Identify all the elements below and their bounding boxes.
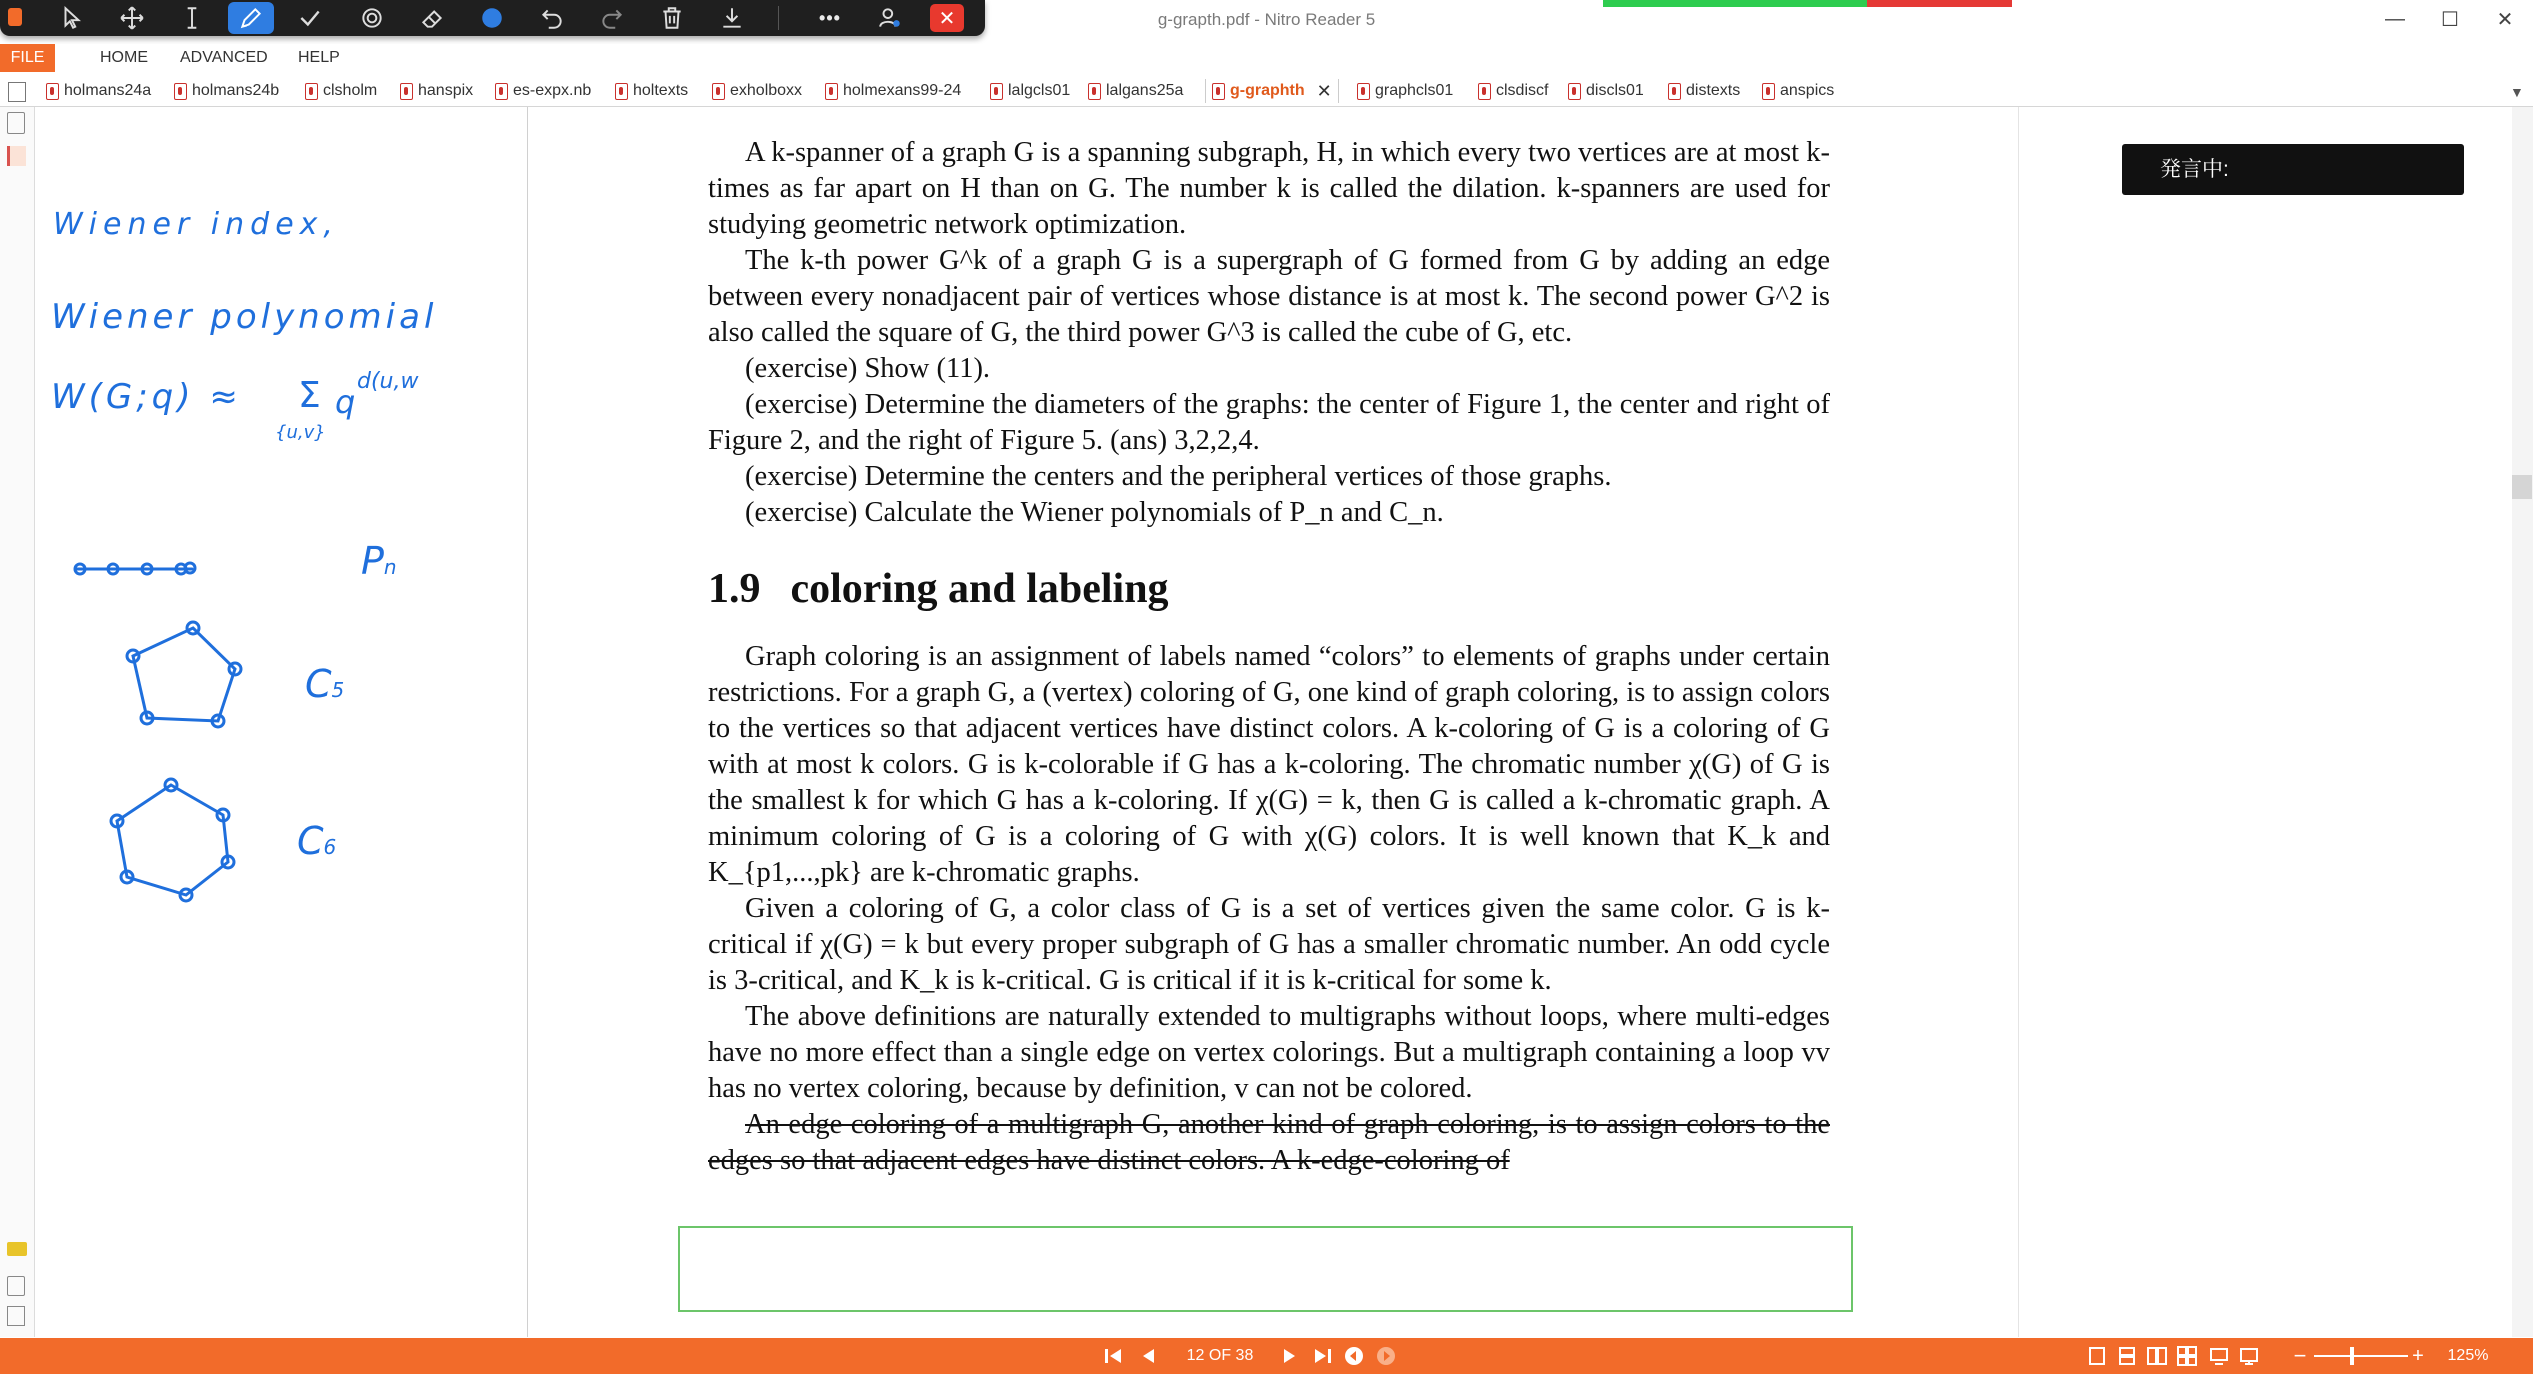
pdf-icon	[46, 83, 59, 100]
zoom-slider-thumb[interactable]	[2350, 1347, 2354, 1365]
forward-view-icon[interactable]	[1372, 1338, 1400, 1374]
pdf-icon	[825, 83, 838, 100]
toolbar-divider	[778, 6, 779, 30]
ink-label-pn: Pn	[361, 539, 397, 583]
window-title: g-grapth.pdf - Nitro Reader 5	[1157, 10, 1376, 29]
close-window-button[interactable]: ✕	[2496, 8, 2514, 31]
next-page-icon[interactable]	[1276, 1338, 1304, 1374]
check-icon[interactable]	[288, 0, 332, 36]
page-indicator[interactable]: 12 OF 38	[1186, 1347, 1254, 1364]
eraser-icon[interactable]	[410, 0, 454, 36]
tab-clsholm[interactable]: clsholm	[305, 79, 377, 103]
pdf-icon	[615, 83, 628, 100]
menu-bar	[0, 44, 2533, 72]
last-page-icon[interactable]	[1308, 1338, 1336, 1374]
pdf-icon	[1088, 83, 1101, 100]
tab-holmans24a[interactable]: holmans24a	[46, 79, 151, 103]
pdf-icon	[1212, 83, 1225, 100]
tab-discls01[interactable]: discls01	[1568, 79, 1644, 103]
attachments-icon[interactable]	[7, 1276, 25, 1296]
minimize-button[interactable]: —	[2385, 7, 2405, 30]
facing-continuous-view-icon[interactable]	[2174, 1338, 2200, 1374]
back-view-icon[interactable]	[1340, 1338, 1368, 1374]
audio-meter-red	[1867, 0, 2012, 7]
paragraph-exercise-wiener: (exercise) Calculate the Wiener polynomials of P_n and C_n.	[745, 497, 1444, 528]
paragraph-k-th-power: The k-th power G^k of a graph G is a supergraph of G formed from G by adding an edge between every nonadjacent pair of vertices whose distance is at most k. The second power G^2 is also called the square of G, the third power G^3 is called the cube of G, etc.	[708, 245, 1830, 348]
pdf-icon	[1668, 83, 1681, 100]
pdf-icon	[712, 83, 725, 100]
pdf-icon	[1357, 83, 1370, 100]
tab-g-graphth[interactable]: g-graphth ✕	[1205, 79, 1339, 103]
color-dot-icon[interactable]	[470, 0, 514, 36]
tab-exholboxx[interactable]: exholboxx	[712, 79, 802, 103]
ink-drawing	[35, 107, 527, 1337]
text-cursor-icon[interactable]	[170, 0, 214, 36]
ink-notes-panel	[35, 107, 528, 1337]
ink-sigma: Σ	[298, 375, 321, 416]
pdf-icon	[305, 83, 318, 100]
tab-hanspix[interactable]: hanspix	[400, 79, 473, 103]
menu-file[interactable]: FILE	[0, 44, 55, 72]
app-logo-icon	[8, 8, 22, 26]
paragraph-exercise-centers: (exercise) Determine the centers and the peripheral vertices of those graphs.	[745, 461, 1612, 492]
paragraph-exercise-show: (exercise) Show (11).	[745, 353, 991, 384]
zoom-out-button[interactable]: −	[2293, 1343, 2307, 1368]
paragraph-k-spanner: A k-spanner of a graph G is a spanning subgraph, H, in which every two vertices are at most k-times as far apart on H than on G. The number k is called the dilation. k-spanners are used for studying geometric network optimization.	[708, 137, 1830, 240]
pdf-icon	[1568, 83, 1581, 100]
tab-holmexans99-24[interactable]: holmexans99-24	[825, 79, 961, 103]
right-margin	[2018, 107, 2514, 1337]
zoom-in-button[interactable]: +	[2412, 1344, 2424, 1367]
pdf-icon	[174, 83, 187, 100]
tab-lalgcls01[interactable]: lalgcls01	[990, 79, 1070, 103]
comments-icon[interactable]	[7, 1242, 27, 1256]
trash-icon[interactable]	[650, 0, 694, 36]
pdf-page	[528, 107, 2018, 1337]
ink-formula-sub: {u,v}	[275, 422, 326, 443]
continuous-view-icon[interactable]	[2114, 1338, 2140, 1374]
menu-advanced[interactable]: ADVANCED	[180, 49, 268, 66]
zoom-slider-track[interactable]	[2314, 1355, 2408, 1357]
download-icon[interactable]	[710, 0, 754, 36]
pdf-icon	[1478, 83, 1491, 100]
scrollbar-thumb[interactable]	[2512, 475, 2532, 499]
pen-icon[interactable]	[228, 2, 274, 34]
first-page-icon[interactable]	[1100, 1338, 1128, 1374]
ink-text-wiener-polynomial: Wiener polynomial	[51, 297, 438, 337]
facing-view-icon[interactable]	[2144, 1338, 2170, 1374]
person-settings-icon[interactable]	[868, 0, 912, 36]
audio-meter-green	[1603, 0, 1867, 7]
tab-anspics[interactable]: anspics	[1762, 79, 1834, 103]
pdf-icon	[495, 83, 508, 100]
ink-formula-sup: d(u,w	[357, 369, 419, 394]
single-page-view-icon[interactable]	[2084, 1338, 2110, 1374]
tab-close-icon[interactable]: ✕	[1316, 80, 1332, 101]
paragraph-color-class: Given a coloring of G, a color class of G is a set of vertices given the same color. G is k-critical if χ(G) = k but every proper subgraph of G has a smaller chromatic number. An odd cycle is 3-critical, and K_k is k-critical. G is critical if it is k-critical for some k.	[708, 893, 1830, 996]
left-icon-strip	[0, 107, 35, 1337]
tab-holtexts[interactable]: holtexts	[615, 79, 688, 103]
tab-clsdiscf[interactable]: clsdiscf	[1478, 79, 1548, 103]
tab-lalgans25a[interactable]: lalgans25a	[1088, 79, 1183, 103]
tab-es-expx[interactable]: es-expx.nb	[495, 79, 591, 103]
menu-home[interactable]: HOME	[100, 49, 148, 66]
ink-text-wiener-index: Wiener index,	[53, 207, 339, 242]
previous-page-icon[interactable]	[1134, 1338, 1162, 1374]
close-toolbar-button[interactable]: ✕	[930, 4, 964, 32]
menu-help[interactable]: HELP	[298, 49, 340, 66]
pdf-icon	[1762, 83, 1775, 100]
paragraph-multigraphs: The above definitions are naturally extended to multigraphs without loops, where multi-edges have no more effect than a single edge on vertex colorings. But a multigraph containing a loop vv has no vertex coloring, because by definition, v can not be colored.	[708, 1001, 1830, 1104]
move-icon[interactable]	[110, 0, 154, 36]
ink-label-c6: C6	[297, 819, 337, 863]
redo-icon[interactable]	[590, 0, 634, 36]
tab-overflow-chevron-icon[interactable]: ▼	[2510, 84, 2524, 100]
paragraph-exercise-diameters: (exercise) Determine the diameters of the graphs: the center of Figure 1, the center and right of Figure 2, and the right of Figure 5. (ans) 3,2,2,4.	[708, 389, 1830, 456]
stamp-icon[interactable]	[350, 0, 394, 36]
ink-formula-q: q	[335, 383, 356, 421]
tab-distexts[interactable]: distexts	[1668, 79, 1740, 103]
maximize-button[interactable]: ☐	[2441, 8, 2459, 31]
pdf-icon	[990, 83, 1003, 100]
bookmark-icon[interactable]	[7, 146, 26, 166]
document-list-icon[interactable]	[8, 82, 26, 102]
layers-icon[interactable]	[7, 1306, 25, 1326]
page-thumbnail-icon[interactable]	[7, 112, 25, 134]
pdf-icon	[400, 83, 413, 100]
speech-status-box: 発言中:	[2122, 144, 2464, 195]
select-arrow-icon[interactable]	[50, 0, 94, 36]
tab-graphcls01[interactable]: graphcls01	[1357, 79, 1453, 103]
presentation-view-icon[interactable]	[2206, 1338, 2232, 1374]
more-icon[interactable]: •••	[819, 7, 841, 28]
ink-label-c5: C5	[305, 662, 345, 706]
highlight-rectangle-annotation[interactable]	[678, 1226, 1853, 1312]
section-heading: 1.9 coloring and labeling	[708, 566, 1169, 612]
ink-formula-left: W(G;q) ≈	[51, 377, 242, 417]
reading-view-icon[interactable]	[2236, 1338, 2262, 1374]
vertical-scrollbar[interactable]	[2512, 107, 2533, 1337]
page-text	[708, 135, 1830, 1179]
zoom-level[interactable]: 125%	[2447, 1347, 2489, 1364]
tab-holmans24b[interactable]: holmans24b	[174, 79, 279, 103]
paragraph-graph-coloring: Graph coloring is an assignment of labels named “colors” to elements of graphs under certain restrictions. For a graph G, a (vertex) coloring of G, one kind of graph coloring, is to assign colors to the vertices so that adjacent vertices have distinct colors. A k-coloring of G is a coloring of G with at most k colors. G is k-colorable if G has a k-coloring. The chromatic number χ(G) of G is the smallest k for which G has a k-coloring. If χ(G) = k, then G is called a k-chromatic graph. A minimum coloring of G is a coloring of G with χ(G) colors. It is well known that K_k and K_{p1,...,pk} are k-chromatic graphs.	[708, 641, 1830, 888]
document-viewport[interactable]	[528, 107, 2018, 1337]
paragraph-edge-coloring: An edge coloring of a multigraph G, another kind of graph coloring, is to assign colors to the edges so that adjacent edges have distinct colors. A k-edge-coloring of	[708, 1109, 1830, 1176]
undo-icon[interactable]	[530, 0, 574, 36]
